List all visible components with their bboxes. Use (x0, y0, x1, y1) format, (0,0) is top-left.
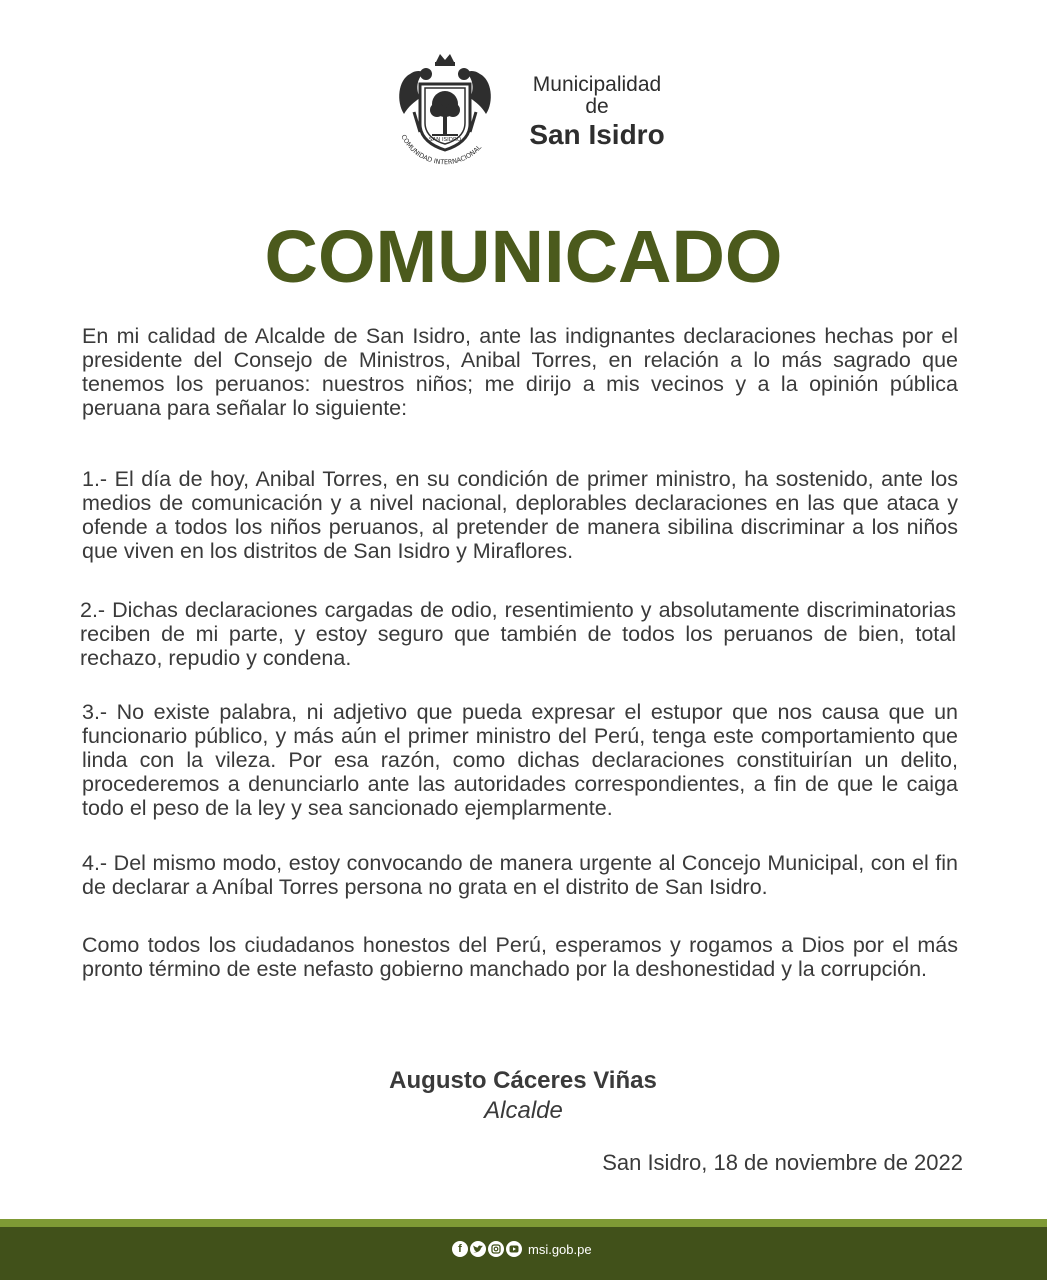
footer-social (452, 1241, 592, 1257)
municipal-crest-logo (390, 52, 500, 177)
signature-block (0, 1067, 1047, 1125)
header (390, 52, 690, 182)
closing-paragraph: Como todos los ciudadanos honestos del Perú, esperamos y rogamos a Dios por el más pronto término de este nefasto gobierno manchado por la deshonestidad y la corrupción. (82, 933, 958, 981)
instagram-icon[interactable] (488, 1241, 504, 1257)
org-name-line1: Municipalidad (532, 73, 662, 96)
facebook-icon[interactable]: f (452, 1241, 468, 1257)
signatory-role: Alcalde (484, 1097, 563, 1124)
organization-name (512, 74, 682, 149)
paragraph-1: 1.- El día de hoy, Anibal Torres, en su condición de primer ministro, ha sostenido, ante los medios de comunicación y a nivel nacional, deplorables declaraciones en las que ataca y ofende a todos los niños peruanos, al pretender de manera sibilina discriminar a los niños que viven en los distritos de San Isidro y Miraflores. (82, 467, 958, 563)
footer-bar (0, 1222, 1047, 1280)
paragraph-3: 3.- No existe palabra, ni adjetivo que pueda expresar el estupor que nos causa que un funcionario público, y más aún el primer ministro del Perú, tenga este comportamiento que linda con la vileza. Por esa razón, como dichas declaraciones constituirían un delito, procederemos a denunciarlo ante las autoridades correspondientes, a fin de que le caiga todo el peso de la ley y sea sancionado ejemplarmente. (82, 700, 958, 820)
svg-text:SAN ISIDRO: SAN ISIDRO (428, 137, 462, 143)
crest-arc-text: COMUNIDAD INTERNACIONAL (399, 133, 484, 167)
signatory-name: Augusto Cáceres Viñas (389, 1067, 657, 1094)
footer-accent-stripe (0, 1219, 1047, 1227)
document-title: COMUNICADO (264, 215, 783, 298)
document-date: San Isidro, 18 de noviembre de 2022 (602, 1150, 963, 1175)
intro-paragraph: En mi calidad de Alcalde de San Isidro, ante las indignantes declaraciones hechas por el presidente del Consejo de Ministros, Anibal Torres, en relación a lo más sagrado que tenemos los peruanos: nuestros niños; me dirijo a mis vecinos y a la opinión pública peruana para señalar lo siguiente: (82, 324, 958, 420)
website-link[interactable]: msi.gob.pe (528, 1241, 592, 1257)
paragraph-2: 2.- Dichas declaraciones cargadas de odio, resentimiento y absolutamente discriminatorias reciben de mi parte, y estoy seguro que también de todos los peruanos de bien, total rechazo, repudio y condena. (80, 598, 956, 670)
org-name-line2: de (585, 95, 609, 119)
youtube-icon[interactable] (506, 1241, 522, 1257)
paragraph-4: 4.- Del mismo modo, estoy convocando de manera urgente al Concejo Municipal, con el fin de declarar a Aníbal Torres persona no grata en el distrito de San Isidro. (82, 851, 958, 899)
org-name-line3: San Isidro (529, 119, 665, 151)
twitter-icon[interactable] (470, 1241, 486, 1257)
